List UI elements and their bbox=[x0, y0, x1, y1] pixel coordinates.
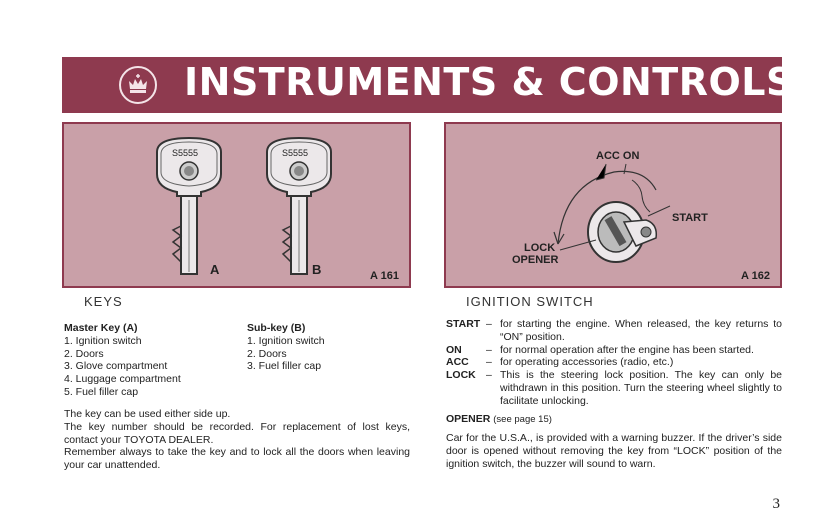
key-note: Remember always to take the key and to lock all the doors when leaving your car unattended. bbox=[64, 446, 410, 472]
start-label: START bbox=[672, 212, 708, 224]
crown-emblem-icon bbox=[119, 66, 157, 104]
key-b-label: B bbox=[312, 262, 322, 277]
definition-acc bbox=[446, 356, 782, 369]
definition-start bbox=[446, 318, 782, 344]
ignition-definitions bbox=[446, 318, 782, 408]
ignition-figure bbox=[444, 122, 782, 288]
list-item: 2. Doors bbox=[247, 347, 287, 360]
list-item: 3. Fuel filler cap bbox=[247, 360, 322, 373]
key-b-number: S5555 bbox=[282, 148, 309, 158]
definition-on bbox=[446, 344, 782, 357]
keys-notes bbox=[64, 408, 410, 472]
definition-term: START bbox=[446, 318, 481, 330]
keys-figure bbox=[62, 122, 411, 288]
page-number: 3 bbox=[772, 496, 780, 512]
figure-code-ignition: A 162 bbox=[741, 270, 770, 282]
sub-key-list bbox=[247, 322, 325, 373]
lock-label: LOCK bbox=[524, 242, 556, 254]
master-key-list bbox=[64, 322, 181, 399]
opener-term: OPENER bbox=[446, 413, 491, 425]
ignition-section-title: IGNITION SWITCH bbox=[466, 294, 594, 309]
definition-dash: – bbox=[486, 318, 492, 330]
sub-key-icon bbox=[267, 138, 331, 274]
list-item: 1. Ignition switch bbox=[64, 334, 142, 347]
definition-term: ON bbox=[446, 343, 462, 356]
definition-dash: – bbox=[486, 356, 492, 369]
master-key-icon bbox=[157, 138, 221, 274]
definition-text: This is the steering lock position. The key can only be withdrawn in this position. Turn the steering wheel slightly to facilitate unlocking. bbox=[500, 369, 782, 407]
buzzer-paragraph: Car for the U.S.A., is provided with a warning buzzer. If the driver’s side door is opened without removing the key from “LOCK” position of the ignition switch, the buzzer will sound to warn. bbox=[446, 432, 782, 470]
key-note: The key can be used either side up. bbox=[64, 408, 231, 420]
list-item: 5. Fuel filler cap bbox=[64, 385, 139, 398]
list-item: 2. Doors bbox=[64, 347, 104, 360]
master-key-heading: Master Key (A) bbox=[64, 322, 138, 334]
definition-text: for starting the engine. When released, the key returns to “ON” position. bbox=[500, 318, 782, 343]
opener-line bbox=[446, 413, 552, 425]
opener-label: OPENER bbox=[512, 254, 559, 266]
ignition-switch-icon bbox=[554, 164, 670, 262]
list-item: 3. Glove compartment bbox=[64, 360, 168, 373]
figure-code-keys: A 161 bbox=[370, 270, 399, 282]
definition-lock bbox=[446, 369, 782, 407]
key-a-number: S5555 bbox=[172, 148, 199, 158]
acc-on-label: ACC ON bbox=[596, 150, 640, 162]
definition-term: ACC bbox=[446, 356, 469, 369]
key-note: The key number should be recorded. For replacement of lost keys, contact your TOYOTA DEALER. bbox=[64, 420, 410, 446]
list-item: 1. Ignition switch bbox=[247, 334, 325, 347]
key-a-label: A bbox=[210, 262, 220, 277]
definition-text: for normal operation after the engine has been started. bbox=[500, 343, 754, 356]
opener-page-ref: (see page 15) bbox=[493, 414, 552, 425]
sub-key-heading: Sub-key (B) bbox=[247, 322, 306, 334]
definition-text: for operating accessories (radio, etc.) bbox=[500, 356, 674, 369]
definition-dash: – bbox=[486, 343, 492, 356]
definition-dash: – bbox=[486, 369, 492, 382]
keys-section-title: KEYS bbox=[84, 294, 123, 309]
definition-term: LOCK bbox=[446, 369, 476, 382]
list-item: 4. Luggage compartment bbox=[64, 373, 181, 386]
page-title: INSTRUMENTS & CONTROLS bbox=[184, 60, 794, 104]
